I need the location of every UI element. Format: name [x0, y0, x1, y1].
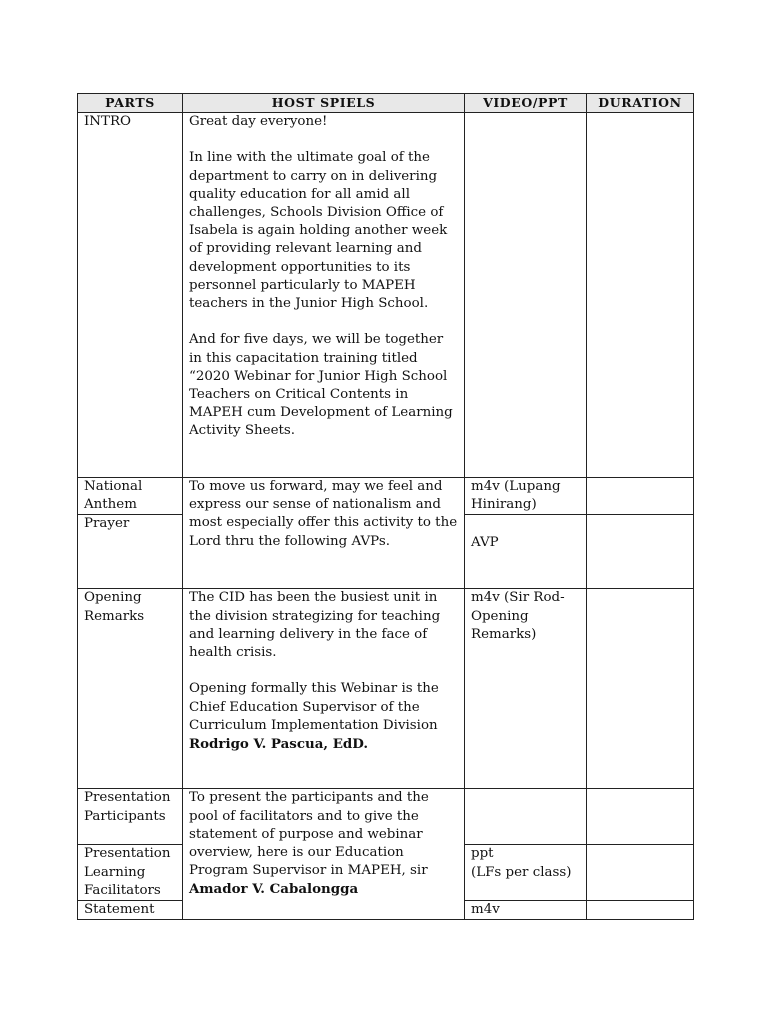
video-cell: m4v — [465, 901, 587, 920]
part-cell: Opening Remarks — [78, 589, 183, 789]
table-row-intro — [78, 113, 694, 478]
spiel-paragraph: The CID has been the busiest unit in the division strategizing for teaching and learning delivery in the face of health crisis. — [189, 590, 441, 661]
table-row-participants — [78, 789, 694, 845]
duration-cell — [587, 845, 694, 901]
program-script-table — [77, 93, 694, 920]
part-cell: Presentation Participants — [78, 789, 183, 845]
spiel-greeting: Great day everyone! — [189, 114, 328, 129]
duration-cell — [587, 789, 694, 845]
table-row-anthem — [78, 478, 694, 515]
duration-cell — [587, 478, 694, 515]
spiel-cell — [183, 589, 465, 789]
video-text: AVP — [471, 534, 499, 550]
table-row-opening — [78, 589, 694, 789]
header-row — [78, 94, 694, 113]
spiel-paragraph: And for five days, we will be together in this capacitation training titled “2020 Webinar for Junior High School Teachers on Critical Contents in MAPEH cum Development of Learning Activity Sheets. — [189, 332, 453, 439]
video-cell — [465, 113, 587, 478]
video-text: ppt — [471, 846, 494, 862]
part-cell: INTRO — [78, 113, 183, 478]
video-text: (LFs per class) — [471, 864, 572, 880]
spiel-paragraph: In line with the ultimate goal of the department to carry on in delivering quality education for all amid all challenges, Schools Division Office of Isabela is again holding another week of providing relevant learning and development opportunities to its personnel particularly to MAPEH teachers in the Junior High School. — [189, 150, 448, 312]
part-cell: National Anthem — [78, 478, 183, 515]
spiel-cell — [183, 789, 465, 920]
video-cell: m4v (Sir Rod-Opening Remarks) — [465, 589, 587, 789]
spiel-cell — [183, 113, 465, 478]
part-cell: Statement — [78, 901, 183, 920]
duration-cell — [587, 589, 694, 789]
part-cell: Prayer — [78, 515, 183, 589]
header-parts: PARTS — [78, 94, 183, 113]
part-cell: Presentation Learning Facilitators — [78, 845, 183, 901]
duration-cell — [587, 113, 694, 478]
header-host-spiels: HOST SPIELS — [183, 94, 465, 113]
spiel-paragraph: Opening formally this Webinar is the Chief Education Supervisor of the Curriculum Implementation Division — [189, 681, 439, 733]
header-video-ppt: VIDEO/PPT — [465, 94, 587, 113]
video-cell — [465, 845, 587, 901]
speaker-name: Rodrigo V. Pascua, EdD. — [189, 736, 369, 753]
spiel-cell: To move us forward, may we feel and express our sense of nationalism and most especially offer this activity to the Lord thru the following AVPs. — [183, 478, 465, 589]
speaker-name: Amador V. Cabalongga — [189, 881, 359, 898]
video-cell — [465, 789, 587, 845]
header-duration: DURATION — [587, 94, 694, 113]
duration-cell — [587, 901, 694, 920]
spiel-text: To present the participants and the pool of facilitators and to give the statement of purpose and webinar overview, here is our Education Program Supervisor in MAPEH, sir — [189, 790, 429, 879]
video-cell: m4v (Lupang Hinirang) — [465, 478, 587, 515]
duration-cell — [587, 515, 694, 589]
video-cell — [465, 515, 587, 589]
